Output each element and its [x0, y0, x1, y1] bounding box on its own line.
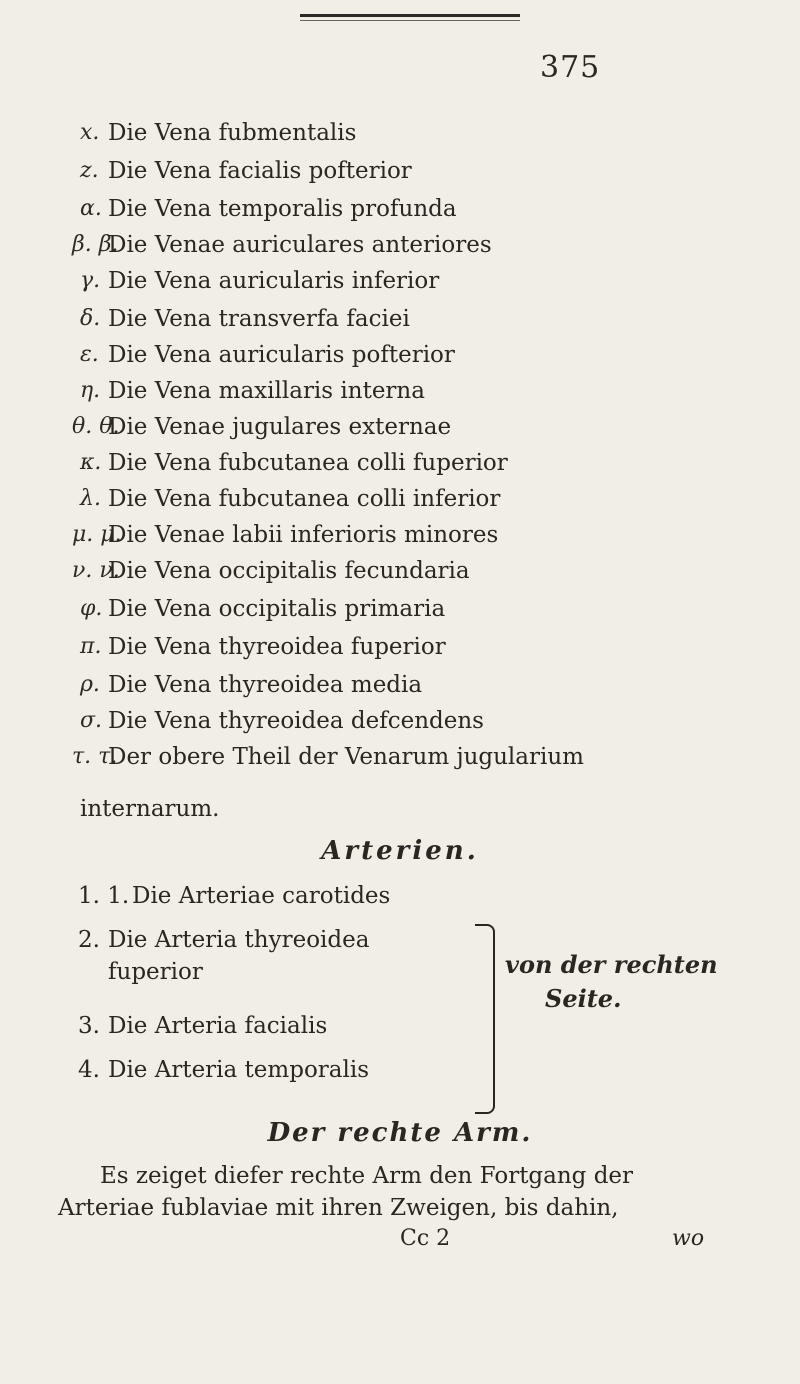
paragraph-line: Es zeiget diefer rechte Arm den Fortgang der [100, 1163, 634, 1189]
section-heading-arteries: Arterien. [321, 836, 479, 866]
book-page: 375 x. Die Vena fubmentalis z. Die Vena facialis pofterior α. Die Vena temporalis profunda β. β. Die Venae auriculares anteriores γ. Die Vena auricularis inferior δ. Die Vena transverfa faciei ε. Die Vena auricularis pofterior η. Die Vena maxillaris interna θ. θ. Die Venae jugulares externae κ. Die Vena fubcutanea colli fuperior λ. Die Vena fubcutanea colli inferior μ. μ. Die Venae labii inferioris minores ν. ν. Die Vena occipitalis fecundaria φ. Die Vena occipitalis primaria π. Die Vena thyreoidea fuperior ρ. Die Vena thyreoidea media σ. Die Vena thyreoidea defcendens τ. τ. Der obere Theil der Venarum jugularium internarum. Arterien. 1. 1. Die Arteriae carotides 2. Die Arteria thyreoidea fuperior 3. Die Arteria facialis 4. Die Arteria temporalis von der rechten Seite. Der rechte Arm. Es zeiget diefer rechte Arm den Fortgang der Arteriae fublaviae mit ihren Zweigen, bis dahin, Cc 2 wo [0, 0, 800, 1384]
page-number: 375 [540, 50, 601, 85]
header-rule-thin [300, 20, 520, 21]
section-heading-arm: Der rechte Arm. [267, 1118, 533, 1148]
grouping-brace [475, 924, 495, 1114]
signature-mark: Cc 2 [400, 1226, 451, 1251]
side-note-line: von der rechten [505, 950, 718, 979]
side-note [505, 948, 718, 1016]
vein-entry-continuation: internarum. [80, 796, 220, 822]
header-rule [300, 14, 520, 17]
side-note-line: Seite. [545, 984, 622, 1013]
paragraph-line: Arteriae fublaviae mit ihren Zweigen, bis dahin, [58, 1195, 619, 1221]
catchword: wo [672, 1226, 705, 1251]
